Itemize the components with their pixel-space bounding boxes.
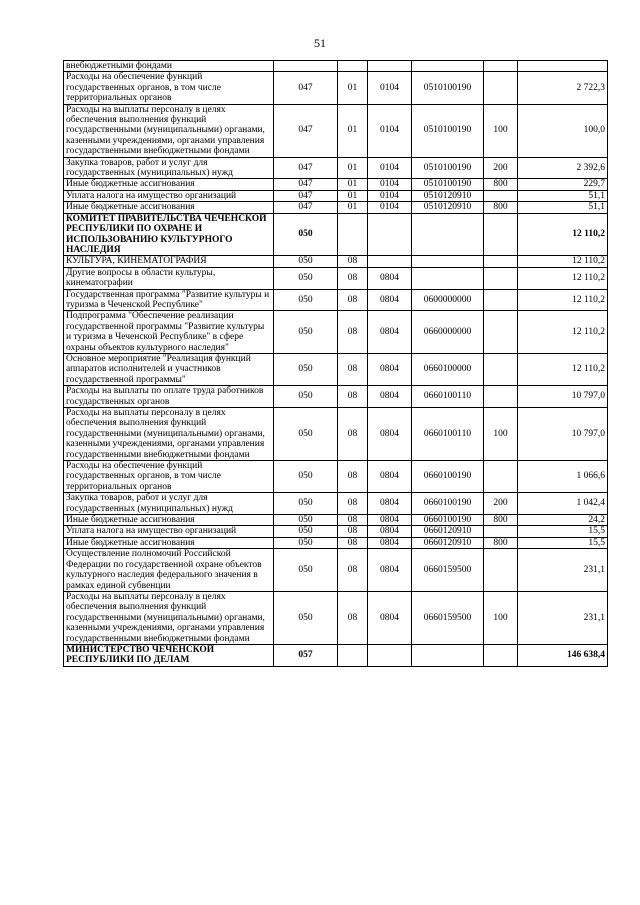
- row-section-cell: 08: [338, 461, 368, 493]
- row-section-cell: 08: [338, 353, 368, 385]
- row-expense-type-cell: 100: [484, 591, 518, 644]
- row-name-cell: Уплата налога на имущество организаций: [64, 526, 274, 537]
- row-subsection-cell: 0804: [368, 515, 412, 526]
- row-subsection-cell: [368, 61, 412, 72]
- row-admin-code-cell: 050: [274, 591, 338, 644]
- table-row: [64, 202, 608, 213]
- table-row: [64, 493, 608, 515]
- row-subsection-cell: [368, 256, 412, 267]
- table-row: [64, 289, 608, 311]
- row-section-cell: 08: [338, 526, 368, 537]
- table-row: [64, 190, 608, 201]
- row-target-article-cell: 0600000000: [412, 289, 484, 311]
- table-row: [64, 537, 608, 548]
- row-admin-code-cell: 047: [274, 202, 338, 213]
- row-amount-cell: 12 110,2: [518, 256, 608, 267]
- row-amount-cell: 1 042,4: [518, 493, 608, 515]
- row-section-cell: 01: [338, 157, 368, 179]
- row-name-cell: Уплата налога на имущество организаций: [64, 190, 274, 201]
- row-admin-code-cell: 050: [274, 289, 338, 311]
- row-expense-type-cell: 100: [484, 408, 518, 461]
- row-target-article-cell: 0660000000: [412, 311, 484, 354]
- table-row: [64, 549, 608, 592]
- budget-table-body: [64, 61, 608, 667]
- row-name-cell: Подпрограмма "Обеспечение реализации государственной программы "Развитие культуры и туризма в Чеченской Республике" в сфере охраны объектов культурного наследия": [64, 311, 274, 354]
- row-subsection-cell: 0804: [368, 591, 412, 644]
- row-expense-type-cell: [484, 72, 518, 104]
- row-name-cell: МИНИСТЕРСТВО ЧЕЧЕНСКОЙ РЕСПУБЛИКИ ПО ДЕЛАМ: [64, 644, 274, 666]
- row-expense-type-cell: [484, 549, 518, 592]
- row-subsection-cell: [368, 213, 412, 256]
- row-section-cell: 08: [338, 267, 368, 289]
- row-name-cell: Закупка товаров, работ и услуг для государственных (муниципальных) нужд: [64, 493, 274, 515]
- row-admin-code-cell: 050: [274, 526, 338, 537]
- row-amount-cell: 12 110,2: [518, 353, 608, 385]
- row-expense-type-cell: [484, 311, 518, 354]
- row-name-cell: Расходы на выплаты персоналу в целях обеспечения выполнения функций государственными (муниципальными) органами, казенными учреждениями, органами управления государственными внебюджетными фондами: [64, 408, 274, 461]
- row-amount-cell: 51,1: [518, 190, 608, 201]
- row-subsection-cell: 0804: [368, 289, 412, 311]
- table-row: [64, 386, 608, 408]
- row-amount-cell: 12 110,2: [518, 213, 608, 256]
- row-target-article-cell: 0660159500: [412, 549, 484, 592]
- row-target-article-cell: 0660100110: [412, 408, 484, 461]
- row-admin-code-cell: 047: [274, 179, 338, 190]
- row-amount-cell: 231,1: [518, 549, 608, 592]
- row-target-article-cell: 0510120910: [412, 190, 484, 201]
- row-admin-code-cell: 050: [274, 256, 338, 267]
- row-subsection-cell: 0104: [368, 104, 412, 157]
- row-amount-cell: 12 110,2: [518, 289, 608, 311]
- row-section-cell: [338, 61, 368, 72]
- row-section-cell: 08: [338, 256, 368, 267]
- row-section-cell: 01: [338, 72, 368, 104]
- table-row: [64, 515, 608, 526]
- row-section-cell: 08: [338, 311, 368, 354]
- row-amount-cell: 2 722,3: [518, 72, 608, 104]
- table-row: [64, 61, 608, 72]
- row-subsection-cell: 0804: [368, 461, 412, 493]
- row-admin-code-cell: 050: [274, 537, 338, 548]
- row-target-article-cell: 0660120910: [412, 526, 484, 537]
- table-row: [64, 644, 608, 666]
- row-target-article-cell: 0660159500: [412, 591, 484, 644]
- table-row: [64, 179, 608, 190]
- table-row: [64, 353, 608, 385]
- row-admin-code-cell: 050: [274, 461, 338, 493]
- row-section-cell: 08: [338, 289, 368, 311]
- row-subsection-cell: 0804: [368, 311, 412, 354]
- row-amount-cell: [518, 61, 608, 72]
- row-name-cell: Государственная программа "Развитие культуры и туризма в Чеченской Республике": [64, 289, 274, 311]
- row-subsection-cell: 0104: [368, 179, 412, 190]
- row-target-article-cell: [412, 644, 484, 666]
- row-expense-type-cell: [484, 267, 518, 289]
- row-expense-type-cell: [484, 461, 518, 493]
- row-target-article-cell: 0660100190: [412, 493, 484, 515]
- row-name-cell: Иные бюджетные ассигнования: [64, 537, 274, 548]
- row-name-cell: Осуществление полномочий Российской Федерации по государственной охране объектов культурного наследия федерального значения в рамках единой субвенции: [64, 549, 274, 592]
- row-target-article-cell: [412, 213, 484, 256]
- row-name-cell: Иные бюджетные ассигнования: [64, 515, 274, 526]
- row-section-cell: 08: [338, 408, 368, 461]
- row-name-cell: Расходы на выплаты по оплате труда работников государственных органов: [64, 386, 274, 408]
- table-row: [64, 213, 608, 256]
- row-expense-type-cell: 800: [484, 515, 518, 526]
- row-subsection-cell: 0804: [368, 549, 412, 592]
- row-section-cell: 01: [338, 190, 368, 201]
- table-row: [64, 157, 608, 179]
- row-amount-cell: 51,1: [518, 202, 608, 213]
- row-amount-cell: 24,2: [518, 515, 608, 526]
- row-target-article-cell: [412, 267, 484, 289]
- table-row: [64, 256, 608, 267]
- row-section-cell: 08: [338, 515, 368, 526]
- row-admin-code-cell: 050: [274, 493, 338, 515]
- row-target-article-cell: 0660100000: [412, 353, 484, 385]
- row-expense-type-cell: 800: [484, 179, 518, 190]
- row-subsection-cell: 0804: [368, 526, 412, 537]
- row-admin-code-cell: 050: [274, 213, 338, 256]
- table-row: [64, 591, 608, 644]
- row-name-cell: Закупка товаров, работ и услуг для государственных (муниципальных) нужд: [64, 157, 274, 179]
- table-row: [64, 72, 608, 104]
- row-expense-type-cell: [484, 190, 518, 201]
- row-subsection-cell: 0104: [368, 202, 412, 213]
- row-amount-cell: 15,5: [518, 526, 608, 537]
- table-row: [64, 104, 608, 157]
- row-name-cell: КУЛЬТУРА, КИНЕМАТОГРАФИЯ: [64, 256, 274, 267]
- row-expense-type-cell: 200: [484, 157, 518, 179]
- row-expense-type-cell: 200: [484, 493, 518, 515]
- row-subsection-cell: 0804: [368, 408, 412, 461]
- row-section-cell: 08: [338, 591, 368, 644]
- row-target-article-cell: 0510100190: [412, 157, 484, 179]
- row-amount-cell: 10 797,0: [518, 408, 608, 461]
- row-name-cell: Иные бюджетные ассигнования: [64, 202, 274, 213]
- row-name-cell: внебюджетными фондами: [64, 61, 274, 72]
- row-admin-code-cell: 047: [274, 190, 338, 201]
- row-admin-code-cell: 050: [274, 515, 338, 526]
- row-target-article-cell: 0660120910: [412, 537, 484, 548]
- row-name-cell: Другие вопросы в области культуры, кинематографии: [64, 267, 274, 289]
- row-admin-code-cell: 050: [274, 386, 338, 408]
- row-target-article-cell: 0660100190: [412, 461, 484, 493]
- row-section-cell: 01: [338, 202, 368, 213]
- row-amount-cell: 100,0: [518, 104, 608, 157]
- row-section-cell: 08: [338, 493, 368, 515]
- table-row: [64, 408, 608, 461]
- row-amount-cell: 10 797,0: [518, 386, 608, 408]
- row-name-cell: КОМИТЕТ ПРАВИТЕЛЬСТВА ЧЕЧЕНСКОЙ РЕСПУБЛИКИ ПО ОХРАНЕ И ИСПОЛЬЗОВАНИЮ КУЛЬТУРНОГО НАСЛЕДИЯ: [64, 213, 274, 256]
- row-section-cell: [338, 644, 368, 666]
- row-subsection-cell: 0804: [368, 267, 412, 289]
- table-row: [64, 267, 608, 289]
- row-amount-cell: 2 392,6: [518, 157, 608, 179]
- table-row: [64, 311, 608, 354]
- row-admin-code-cell: 050: [274, 549, 338, 592]
- row-amount-cell: 229,7: [518, 179, 608, 190]
- row-subsection-cell: [368, 644, 412, 666]
- page-number: 51: [314, 36, 326, 50]
- row-admin-code-cell: 047: [274, 104, 338, 157]
- row-subsection-cell: 0804: [368, 353, 412, 385]
- row-target-article-cell: 0660100110: [412, 386, 484, 408]
- table-row: [64, 461, 608, 493]
- row-name-cell: Иные бюджетные ассигнования: [64, 179, 274, 190]
- row-expense-type-cell: [484, 213, 518, 256]
- row-section-cell: 08: [338, 537, 368, 548]
- row-subsection-cell: 0804: [368, 386, 412, 408]
- row-target-article-cell: 0510100190: [412, 104, 484, 157]
- row-amount-cell: 15,5: [518, 537, 608, 548]
- row-name-cell: Расходы на выплаты персоналу в целях обеспечения выполнения функций государственными (муниципальными) органами, казенными учреждениями, органами управления государственными внебюджетными фондами: [64, 104, 274, 157]
- row-expense-type-cell: [484, 644, 518, 666]
- row-expense-type-cell: [484, 353, 518, 385]
- table-row: [64, 526, 608, 537]
- row-expense-type-cell: [484, 61, 518, 72]
- row-name-cell: Расходы на обеспечение функций государственных органов, в том числе территориальных органов: [64, 72, 274, 104]
- row-name-cell: Расходы на выплаты персоналу в целях обеспечения выполнения функций государственными (муниципальными) органами, казенными учреждениями, органами управления государственными внебюджетными фондами: [64, 591, 274, 644]
- row-amount-cell: 12 110,2: [518, 267, 608, 289]
- row-amount-cell: 12 110,2: [518, 311, 608, 354]
- row-admin-code-cell: 057: [274, 644, 338, 666]
- row-section-cell: 01: [338, 179, 368, 190]
- row-expense-type-cell: 800: [484, 202, 518, 213]
- row-section-cell: [338, 213, 368, 256]
- row-admin-code-cell: 047: [274, 72, 338, 104]
- row-subsection-cell: 0104: [368, 157, 412, 179]
- row-expense-type-cell: [484, 289, 518, 311]
- row-subsection-cell: 0104: [368, 72, 412, 104]
- row-expense-type-cell: 100: [484, 104, 518, 157]
- row-admin-code-cell: 050: [274, 311, 338, 354]
- row-admin-code-cell: 047: [274, 157, 338, 179]
- row-target-article-cell: [412, 61, 484, 72]
- row-expense-type-cell: [484, 386, 518, 408]
- row-expense-type-cell: 800: [484, 537, 518, 548]
- row-target-article-cell: 0660100190: [412, 515, 484, 526]
- row-admin-code-cell: 050: [274, 267, 338, 289]
- row-subsection-cell: 0104: [368, 190, 412, 201]
- row-admin-code-cell: [274, 61, 338, 72]
- row-name-cell: Расходы на обеспечение функций государственных органов, в том числе территориальных органов: [64, 461, 274, 493]
- row-section-cell: 01: [338, 104, 368, 157]
- row-admin-code-cell: 050: [274, 408, 338, 461]
- row-amount-cell: 231,1: [518, 591, 608, 644]
- budget-table: [63, 60, 608, 667]
- row-name-cell: Основное мероприятие "Реализация функций аппаратов исполнителей и участников государственной программы": [64, 353, 274, 385]
- row-section-cell: 08: [338, 386, 368, 408]
- row-subsection-cell: 0804: [368, 537, 412, 548]
- row-subsection-cell: 0804: [368, 493, 412, 515]
- row-expense-type-cell: [484, 256, 518, 267]
- row-amount-cell: 1 066,6: [518, 461, 608, 493]
- row-section-cell: 08: [338, 549, 368, 592]
- row-target-article-cell: 0510120910: [412, 202, 484, 213]
- row-amount-cell: 146 638,4: [518, 644, 608, 666]
- row-target-article-cell: 0510100190: [412, 179, 484, 190]
- row-target-article-cell: 0510100190: [412, 72, 484, 104]
- row-target-article-cell: [412, 256, 484, 267]
- row-expense-type-cell: [484, 526, 518, 537]
- row-admin-code-cell: 050: [274, 353, 338, 385]
